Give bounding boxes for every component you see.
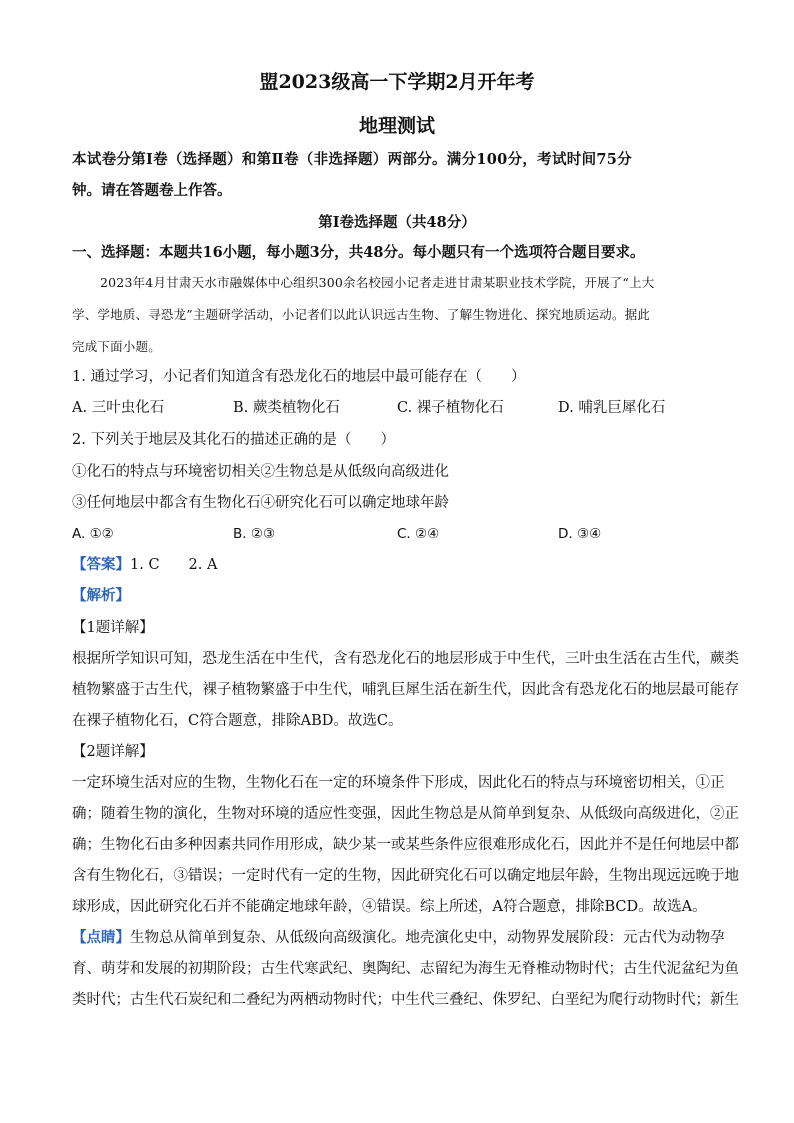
page-title: 盟2023级高一下学期2月开年考 — [259, 71, 535, 93]
q1-option-d: D. 哺乳巨犀化石 — [558, 400, 666, 416]
answer-row — [72, 555, 217, 575]
section-instruction: 一、选择题：本题共16小题，每小题3分，共48分。每小题只有一个选项符合题目要求。 — [72, 244, 645, 261]
detail-2-line: 确；随着生物的演化，生物对环境的适应性变强，因此生物总是从简单到复杂、从低级向高级进化，②正 — [72, 806, 739, 822]
q2-option-d: D. ③④ — [558, 526, 602, 542]
detail-2-line: 含有生物化石，③错误；一定时代有一定的生物，因此研究化石可以确定地层年龄，生物出现远远晚于地 — [72, 868, 739, 884]
detail-2-label: 【2题详解】 — [72, 744, 154, 760]
detail-1-line: 植物繁盛于古生代，裸子植物繁盛于中生代，哺乳巨犀生活在新生代，因此含有恐龙化石的地层最可能存 — [72, 682, 739, 698]
passage-line-3: 完成下面小题。 — [72, 339, 161, 354]
q2-option-c: C. ②④ — [397, 526, 440, 542]
q1-option-a: A. 三叶虫化石 — [72, 400, 165, 416]
answer-label: 【答案】 — [72, 556, 130, 573]
section-heading: 第Ⅰ卷选择题（共48分） — [318, 214, 476, 231]
q1-option-c: C. 裸子植物化石 — [397, 400, 504, 416]
q2-option-a: A. ①② — [72, 526, 114, 542]
comment-row — [72, 928, 725, 948]
q2-option-b: B. ②③ — [233, 526, 276, 542]
intro-line-2: 钟。请在答题卷上作答。 — [72, 182, 232, 199]
question-1-stem: 1. 通过学习，小记者们知道含有恐龙化石的地层中最可能存在（ ） — [72, 369, 526, 385]
q1-option-b: B. 蕨类植物化石 — [233, 400, 340, 416]
answer-text: 1. C 2. A — [130, 557, 218, 573]
detail-2-line: 确；生物化石由多种因素共同作用形成，缺少某一或某些条件应很难形成化石，因此并不是任何地层中都 — [72, 837, 739, 853]
q2-statements-1: ①化石的特点与环境密切相关②生物总是从低级向高级进化 — [72, 464, 449, 480]
detail-2-line: 球形成，因此研究化石并不能确定地球年龄，④错误。综上所述，A符合题意，排除BCD。故选A。 — [72, 899, 707, 915]
detail-1-line: 根据所学知识可知，恐龙生活在中生代，含有恐龙化石的地层形成于中生代，三叶虫生活在古生代，蕨类 — [72, 651, 739, 667]
detail-1-line: 在裸子植物化石，C符合题意，排除ABD。故选C。 — [72, 713, 403, 729]
analysis-label: 【解析】 — [72, 587, 130, 604]
comment-first-line: 生物总从简单到复杂、从低级向高级演化。地壳演化史中，动物界发展阶段：元古代为动物孕 — [130, 930, 725, 946]
intro-line-1: 本试卷分第Ⅰ卷（选择题）和第Ⅱ卷（非选择题）两部分。满分100分，考试时间75分 — [72, 151, 632, 168]
question-2-stem: 2. 下列关于地层及其化石的描述正确的是（ ） — [72, 432, 395, 448]
passage-line-1: 2023年4月甘肃天水市融媒体中心组织300余名校园小记者走进甘肃某职业技术学院，开展了“上大 — [100, 275, 655, 290]
comment-label: 【点睛】 — [72, 929, 130, 946]
comment-line: 类时代；古生代石炭纪和二叠纪为两栖动物时代；中生代三叠纪、侏罗纪、白垩纪为爬行动物时代；新生 — [72, 992, 739, 1008]
q2-statements-2: ③任何地层中都含有生物化石④研究化石可以确定地球年龄 — [72, 495, 449, 511]
analysis-row — [72, 586, 130, 606]
comment-line: 育、萌芽和发展的初期阶段；古生代寒武纪、奥陶纪、志留纪为海生无脊椎动物时代；古生代泥盆纪为鱼 — [72, 961, 739, 977]
page-subtitle: 地理测试 — [358, 115, 435, 137]
detail-2-line: 一定环境生活对应的生物，生物化石在一定的环境条件下形成，因此化石的特点与环境密切相关，①正 — [72, 775, 725, 791]
detail-1-label: 【1题详解】 — [72, 620, 154, 636]
passage-line-2: 学、学地质、寻恐龙”主题研学活动，小记者们以此认识远古生物、了解生物进化、探究地质运动。据此 — [72, 307, 651, 322]
